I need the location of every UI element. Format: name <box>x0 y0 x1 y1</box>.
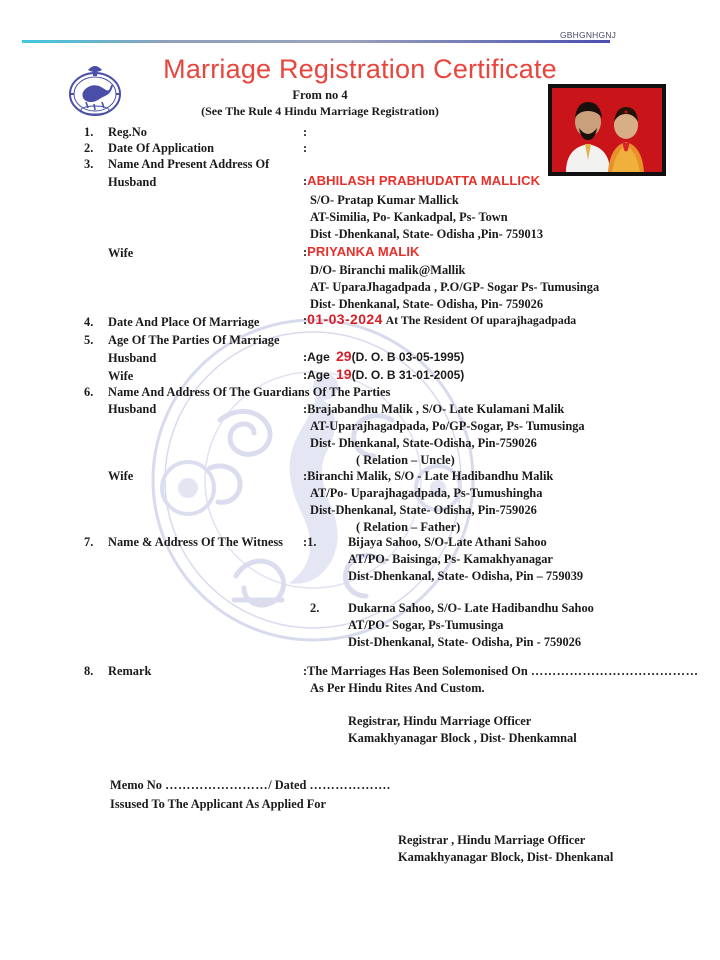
wife-address-line-2: AT- UparaJhagadpada , P.O/GP- Sogar Ps- Tumusinga <box>310 280 600 294</box>
field-label: Age Of The Parties Of Marriage <box>108 333 280 347</box>
husband-full-name: ABHILASH PRABHUDATTA MALLICK <box>307 173 541 188</box>
memo-number-blank: …………………… <box>165 778 269 792</box>
memo-separator: / Dated <box>268 778 307 792</box>
husband-guardian-line-2: AT-Uparajhagadpada, Po/GP-Sogar, Ps- Tumusinga <box>310 419 585 433</box>
field-label: Name And Present Address Of <box>108 157 270 171</box>
registrar-block-line-2: Kamakhyanagar Block , Dist- Dhenkamnal <box>348 731 577 745</box>
remark-dotted-blank: ………………………………… <box>530 664 699 678</box>
husband-address-line-2: AT-Similia, Po- Kankadpal, Ps- Town <box>310 210 508 224</box>
husband-guardian-relation: ( Relation – Uncle) <box>356 453 455 467</box>
husband-name-label: Husband <box>108 175 157 189</box>
guardian-text: Brajabandhu Malik , S/O- Late Kulamani Malik <box>307 402 565 416</box>
wife-guardian-line-2: AT/Po- Uparajhagadpada, Ps-Tumushingha <box>310 486 543 500</box>
field-number: 6. <box>84 385 94 399</box>
field-label: Name And Address Of The Guardians Of The Parties <box>108 385 391 399</box>
field-number: 1. <box>84 125 94 139</box>
witness-2-line-2: AT/PO- Sogar, Ps-Tumusinga <box>348 618 504 632</box>
field-label: Reg.No <box>108 125 147 139</box>
husband-guardian-label: Husband <box>108 402 157 416</box>
husband-guardian-line-1 <box>303 401 564 419</box>
marriage-date: 01-03-2024 <box>307 311 383 327</box>
wife-age-value <box>303 366 464 385</box>
age-prefix: Age <box>307 368 330 382</box>
field-number: 5. <box>84 333 94 347</box>
field-number: 8. <box>84 664 94 678</box>
memo-issued-line: Issused To The Applicant As Applied For <box>110 797 326 811</box>
husband-dob: (D. O. B 03-05-1995) <box>351 350 465 364</box>
top-gradient-rule <box>22 40 610 43</box>
registrar-block-line-1: Registrar, Hindu Marriage Officer <box>348 714 532 728</box>
wife-name-value <box>303 243 420 262</box>
wife-address-line-3: Dist- Dhenkanal, State- Odisha, Pin- 759026 <box>310 297 544 311</box>
wife-guardian-line-1 <box>303 468 553 486</box>
memo-label: Memo No <box>110 778 162 792</box>
field-number: 3. <box>84 157 94 171</box>
wife-age-label: Wife <box>108 369 134 383</box>
colon: : <box>303 469 308 483</box>
colon: : <box>303 664 308 678</box>
husband-age-number: 29 <box>336 348 352 364</box>
marriage-date-value <box>303 311 576 331</box>
field-number: 4. <box>84 315 94 329</box>
scan-code-text: GBHGNHGNJ <box>560 30 617 40</box>
witness-2-line-1: Dukarna Sahoo, S/O- Late Hadibandhu Sahoo <box>348 601 594 615</box>
colon: : <box>303 402 308 416</box>
husband-name-value <box>303 172 540 191</box>
field-number: 2. <box>84 141 94 155</box>
remark-text: The Marriages Has Been Solemonised On <box>307 664 528 678</box>
husband-guardian-line-3: Dist- Dhenkanal, State-Odisha, Pin-759026 <box>310 436 537 450</box>
wife-guardian-relation: ( Relation – Father) <box>356 520 461 534</box>
colon: : <box>303 174 308 188</box>
witness-1-line-1: Bijaya Sahoo, S/O-Late Athani Sahoo <box>348 535 547 549</box>
colon: : <box>303 350 308 364</box>
wife-age-number: 19 <box>336 366 352 382</box>
remark-line-1 <box>303 663 698 681</box>
husband-address-line-3: Dist -Dhenkanal, State- Odisha ,Pin- 759013 <box>310 227 544 241</box>
marriage-place: At The Resident Of uparajhagadpada <box>385 313 577 327</box>
page-title: Marriage Registration Certificate <box>163 54 557 84</box>
husband-address-line-1: S/O- Pratap Kumar Mallick <box>310 193 459 207</box>
wife-name-label: Wife <box>108 246 134 260</box>
colon: : <box>303 245 308 259</box>
witness-2-line-3: Dist-Dhenkanal, State- Odisha, Pin - 759026 <box>348 635 582 649</box>
colon: : <box>303 535 308 549</box>
couple-photograph <box>548 84 666 176</box>
guardian-text: Biranchi Malik, S/O - Late Hadibandhu Malik <box>307 469 554 483</box>
field-label: Name & Address Of The Witness <box>108 535 283 549</box>
field-number: 7. <box>84 535 94 549</box>
form-number: From no 4 <box>292 88 348 102</box>
memo-date-blank: ………………. <box>309 778 391 792</box>
field-label: Date And Place Of Marriage <box>108 315 260 329</box>
wife-dob: (D. O. B 31-01-2005) <box>351 368 465 382</box>
wife-guardian-line-3: Dist-Dhenkanal, State- Odisha, Pin-759026 <box>310 503 537 517</box>
remark-line-2: As Per Hindu Rites And Custom. <box>310 681 485 695</box>
field-colon: : <box>303 125 308 139</box>
husband-age-value <box>303 348 464 367</box>
memo-line <box>110 777 390 795</box>
signature-block-line-1: Registrar , Hindu Marriage Officer <box>398 833 586 847</box>
wife-address-line-1: D/O- Biranchi malik@Mallik <box>310 263 466 277</box>
field-label: Date Of Application <box>108 141 215 155</box>
witness-1-index <box>303 534 316 552</box>
colon: : <box>303 368 308 382</box>
witness-1-line-2: AT/PO- Baisinga, Ps- Kamakhyanagar <box>348 552 553 566</box>
husband-age-label: Husband <box>108 351 157 365</box>
field-label: Remark <box>108 664 152 678</box>
rule-reference: (See The Rule 4 Hindu Marriage Registration) <box>201 104 439 118</box>
wife-full-name: PRIYANKA MALIK <box>307 244 420 259</box>
age-prefix: Age <box>307 350 330 364</box>
wife-guardian-label: Wife <box>108 469 134 483</box>
signature-block-line-2: Kamakhyanagar Block, Dist- Dhenkanal <box>398 850 614 864</box>
witness-1-line-3: Dist-Dhenkanal, State- Odisha, Pin – 759039 <box>348 569 584 583</box>
witness-index: 1. <box>307 535 317 549</box>
field-colon: : <box>303 141 308 155</box>
witness-2-index: 2. <box>310 601 320 615</box>
colon: : <box>303 313 308 327</box>
